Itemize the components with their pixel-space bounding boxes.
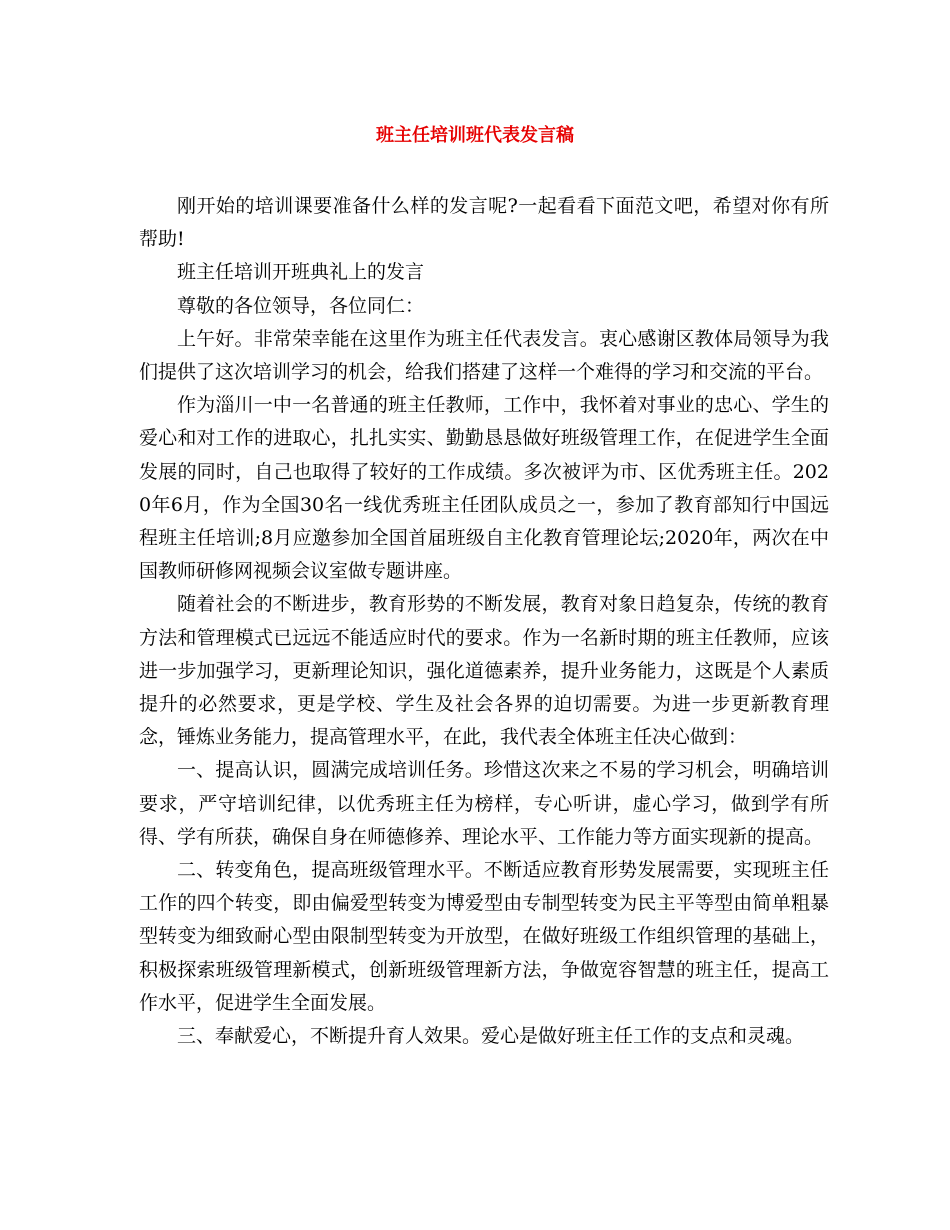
- paragraph-point-one: 一、提高认识，圆满完成培训任务。珍惜这次来之不易的学习机会，明确培训要求，严守培训纪律，以优秀班主任为榜样，专心听讲，虚心学习，做到学有所得、学有所获，确保自身在师德修养、理论水平、工作能力等方面实现新的提高。: [139, 759, 829, 848]
- document-title: 班主任培训班代表发言稿: [376, 125, 574, 146]
- paragraph-point-two: 二、转变角色，提高班级管理水平。不断适应教育形势发展需要，实现班主任工作的四个转变，即由偏爱型转变为博爱型由专制型转变为民主平等型由简单粗暴型转变为细致耐心型由限制型转变为开放型，在做好班级工作组织管理的基础上，积极探索班级管理新模式，创新班级管理新方法，争做宽容智慧的班主任，提高工作水平，促进学生全面发展。: [139, 859, 829, 1014]
- paragraph-background: 作为淄川一中一名普通的班主任教师，工作中，我怀着对事业的忠心、学生的爱心和对工作的进取心，扎扎实实、勤勤恳恳做好班级管理工作，在促进学生全面发展的同时，自己也取得了较好的工作成绩。多次被评为市、区优秀班主任。2020年6月，作为全国30名一线优秀班主任团队成员之一，参加了教育部知行中国远程班主任培训;8月应邀参加全国首届班级自主化教育管理论坛;2020年，两次在中国教师研修网视频会议室做专题讲座。: [139, 394, 829, 583]
- paragraph-salutation: 尊敬的各位领导，各位同仁：: [177, 294, 425, 317]
- paragraph-context: 随着社会的不断进步，教育形势的不断发展，教育对象日趋复杂，传统的教育方法和管理模式已远远不能适应时代的要求。作为一名新时期的班主任教师，应该进一步加强学习，更新理论知识，强化道德素养，提升业务能力，这既是个人素质提升的必然要求，更是学校、学生及社会各界的迫切需要。为进一步更新教育理念，锤炼业务能力，提高管理水平，在此，我代表全体班主任决心做到：: [139, 593, 829, 749]
- document-body: [139, 190, 829, 1053]
- paragraph-point-three: 三、奉献爱心，不断提升育人效果。爱心是做好班主任工作的支点和灵魂。: [177, 1025, 805, 1048]
- paragraph-greeting: 上午好。非常荣幸能在这里作为班主任代表发言。衷心感谢区教体局领导为我们提供了这次培训学习的机会，给我们搭建了这样一个难得的学习和交流的平台。: [139, 327, 829, 384]
- paragraph-speech-heading: 班主任培训开班典礼上的发言: [177, 261, 425, 284]
- paragraph-intro: 刚开始的培训课要准备什么样的发言呢?一起看看下面范文吧，希望对你有所帮助!: [139, 195, 829, 251]
